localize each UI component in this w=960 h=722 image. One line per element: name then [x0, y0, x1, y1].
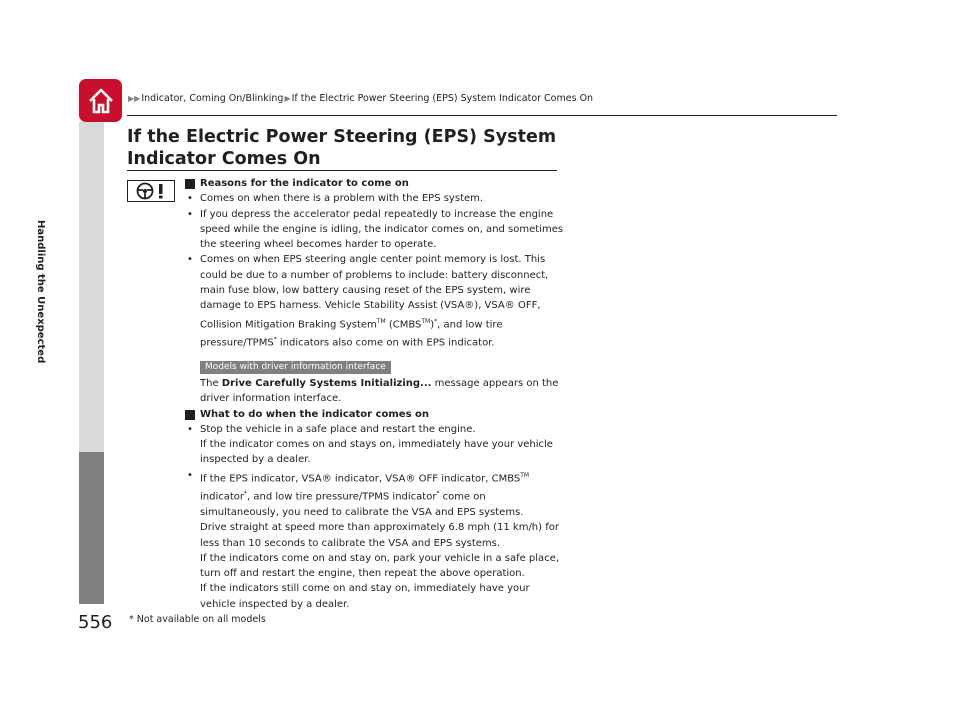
- home-icon: [86, 86, 116, 116]
- footnote: * Not available on all models: [129, 614, 266, 625]
- breadcrumb-current: If the Electric Power Steering (EPS) System Indicator Comes On: [291, 93, 594, 104]
- breadcrumb-arrow-icon: ▶▶: [128, 94, 141, 103]
- reasons-heading: Reasons for the indicator to come on: [185, 176, 565, 191]
- list-item: • Comes on when there is a problem with the EPS system.: [185, 191, 565, 206]
- todo-heading: What to do when the indicator comes on: [185, 407, 565, 422]
- title-rule: [127, 170, 557, 171]
- page-number: 556: [78, 612, 113, 633]
- list-item: • Comes on when EPS steering angle center point memory is lost. This could be due to a number of problems to include: battery disconnect, main fuse blow, low battery causing reset of the EPS system, wire damage to EPS harness. Vehicle Stability Assist (VSA®), VSA® OFF, Collision Mitigation Braking System™ (CMBS™)*, and low tire pressure/TPMS* indicators also come on with EPS indicator.: [185, 252, 565, 350]
- eps-warning-icon: [127, 180, 175, 202]
- content: [185, 176, 565, 612]
- list-item: • If you depress the accelerator pedal repeatedly to increase the engine speed while the engine is idling, the indicator comes on, and sometimes the steering wheel becomes harder to operate.: [185, 207, 565, 253]
- model-tag: Models with driver information interface: [200, 361, 391, 374]
- message-paragraph: The Drive Carefully Systems Initializing... message appears on the driver information interface.: [200, 377, 559, 405]
- breadcrumb-arrow-icon: ▶: [284, 94, 291, 103]
- list-item: • If the EPS indicator, VSA® indicator, VSA® OFF indicator, CMBS™ indicator*, and low tire pressure/TPMS indicator* come on simultaneously, you need to calibrate the VSA and EPS systems.: [185, 468, 565, 521]
- page-title: If the Electric Power Steering (EPS) System Indicator Comes On: [127, 127, 557, 169]
- paragraph: Drive straight at speed more than approximately 6.8 mph (11 km/h) for less than 10 seconds to calibrate the VSA and EPS systems.: [200, 522, 559, 549]
- header-rule: [127, 115, 837, 116]
- list-item: • Stop the vehicle in a safe place and restart the engine.: [185, 422, 565, 437]
- paragraph: If the indicators still come on and stay on, immediately have your vehicle inspected by a dealer.: [200, 583, 530, 610]
- paragraph: If the indicators come on and stay on, park your vehicle in a safe place, turn off and restart the engine, then repeat the above operation.: [200, 552, 560, 580]
- sidebar-tab-active[interactable]: [79, 452, 104, 604]
- paragraph: If the indicator comes on and stays on, immediately have your vehicle inspected by a dealer.: [200, 439, 553, 466]
- breadcrumb: [127, 93, 593, 104]
- home-button[interactable]: [79, 79, 122, 122]
- sidebar-label: Handling the Unexpected: [35, 220, 46, 364]
- breadcrumb-link-indicator[interactable]: Indicator, Coming On/Blinking: [141, 93, 284, 104]
